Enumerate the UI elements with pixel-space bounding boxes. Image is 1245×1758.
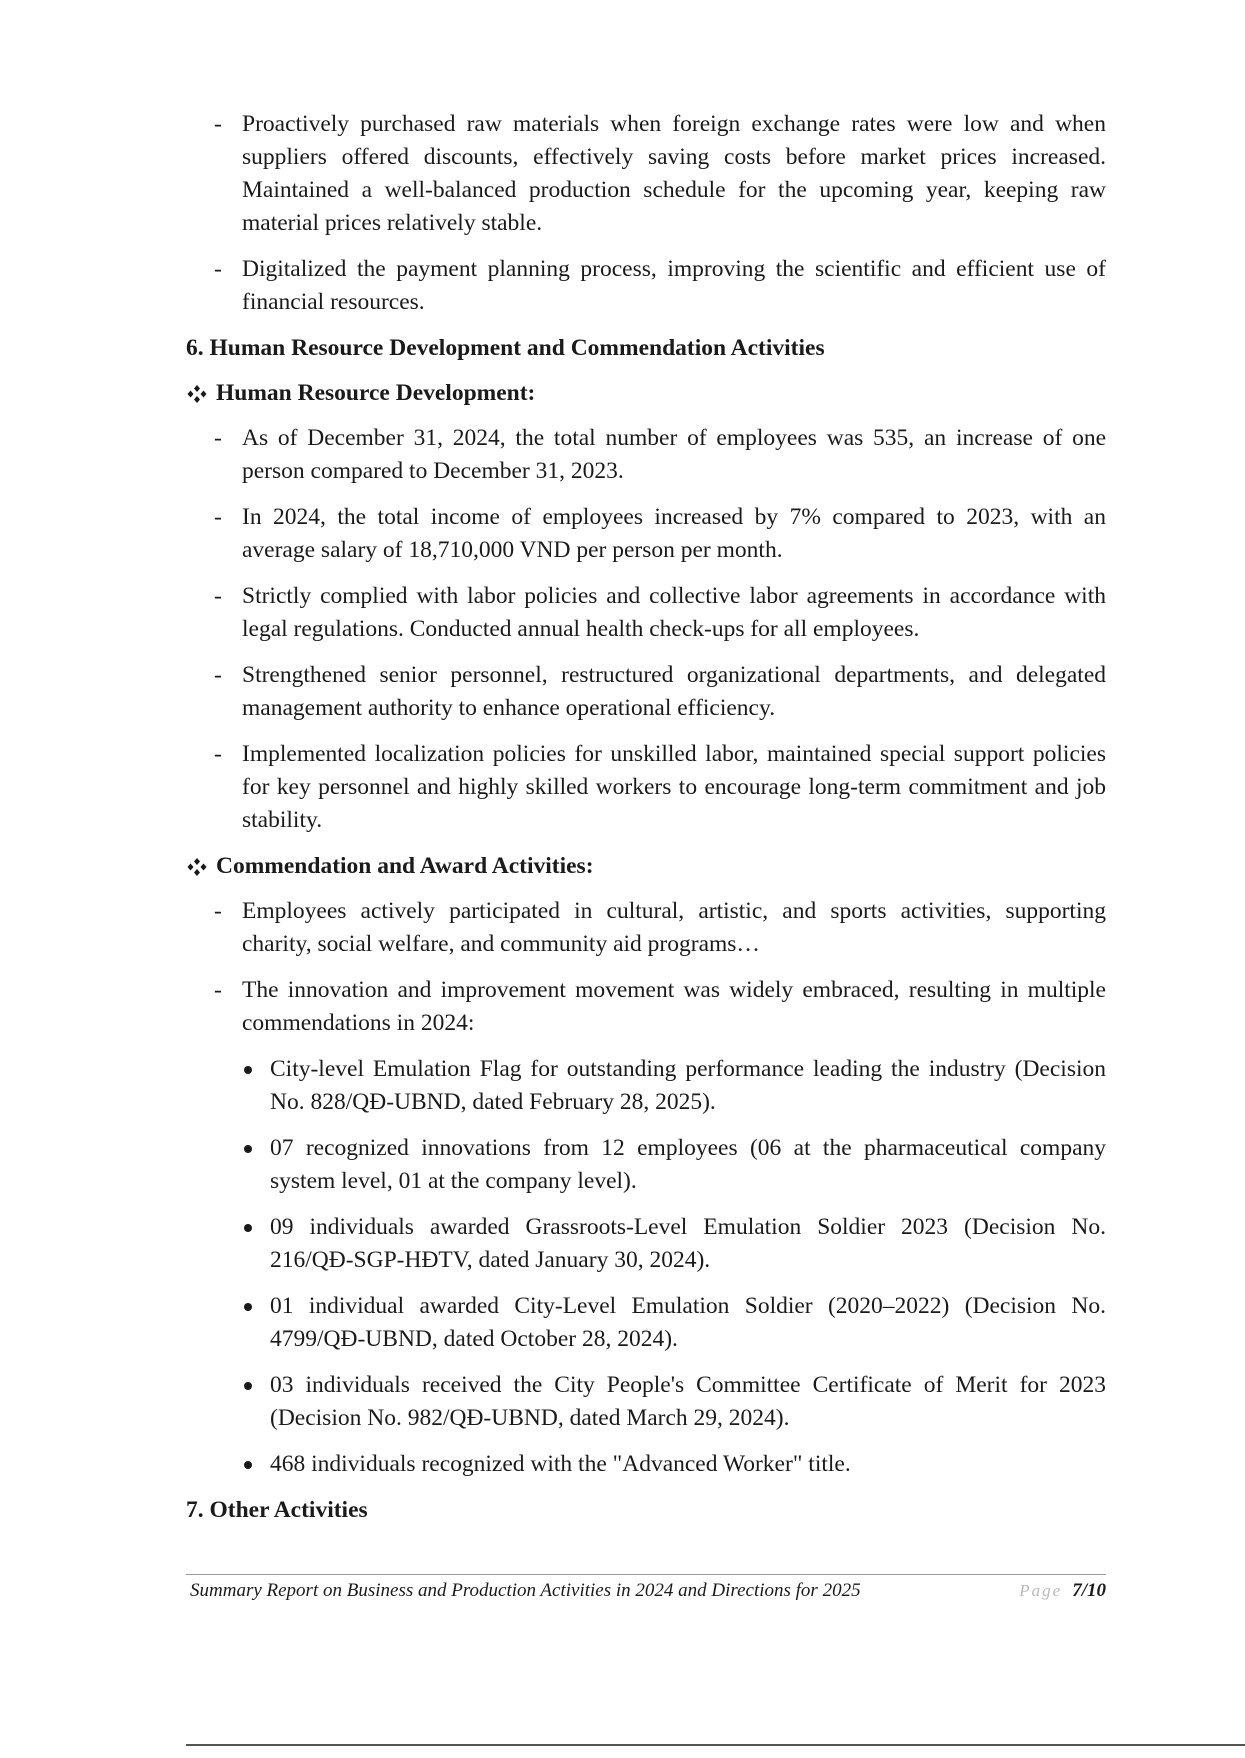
bullet-dot-icon (244, 1303, 252, 1311)
bullet-item-text: 03 individuals received the City People's Committee Certificate of Merit for 2023 (Decision No. 982/QĐ-UBND, dated March 29, 2024). (270, 1372, 1106, 1431)
list-item (186, 108, 1106, 240)
hr-list (186, 422, 1106, 837)
footer-title: Summary Report on Business and Production Activities in 2024 and Directions for 2025 (190, 1580, 861, 1601)
dash-marker: - (214, 256, 222, 282)
bullet-item (186, 1290, 1106, 1356)
bullet-item-text: 07 recognized innovations from 12 employees (06 at the pharmaceutical company system level, 01 at the company level). (270, 1135, 1106, 1194)
list-item-text: Strengthened senior personnel, restructured organizational departments, and delegated management authority to enhance operational efficiency. (242, 662, 1106, 721)
list-item-text: In 2024, the total income of employees increased by 7% compared to 2023, with an average salary of 18,710,000 VND per person per month. (242, 504, 1106, 563)
dash-marker: - (214, 741, 222, 767)
bullet-item (186, 1053, 1106, 1119)
bullet-item-text: 01 individual awarded City-Level Emulation Soldier (2020–2022) (Decision No. 4799/QĐ-UBND, dated October 28, 2024). (270, 1293, 1106, 1352)
bullet-item-text: City-level Emulation Flag for outstanding performance leading the industry (Decision No. 828/QĐ-UBND, dated February 28, 2025). (270, 1056, 1106, 1115)
bullet-dot-icon (244, 1382, 252, 1390)
bullet-item (186, 1369, 1106, 1435)
list-item-text: Implemented localization policies for unskilled labor, maintained special support policies for key personnel and highly skilled workers to encourage long-term commitment and job stability. (242, 741, 1106, 833)
list-item-text: Proactively purchased raw materials when foreign exchange rates were low and when suppliers offered discounts, effectively saving costs before market prices increased. Maintained a well-balanced production schedule for the upcoming year, keeping raw material prices relatively stable. (242, 111, 1106, 236)
bullet-item-text: 09 individuals awarded Grassroots-Level Emulation Soldier 2023 (Decision No. 216/QĐ-SGP-HĐTV, dated January 30, 2024). (270, 1214, 1106, 1273)
bullet-item-text: 468 individuals recognized with the "Advanced Worker" title. (270, 1451, 851, 1477)
section-6-heading: 6. Human Resource Development and Commendation Activities (186, 335, 825, 361)
bottom-edge-line (186, 1744, 1245, 1746)
document-page (186, 108, 1106, 1539)
list-item (186, 501, 1106, 567)
dash-marker: - (214, 504, 222, 530)
list-item (186, 422, 1106, 488)
footer-divider (186, 1574, 1106, 1575)
list-item-text: Employees actively participated in cultural, artistic, and sports activities, supporting charity, social welfare, and community aid programs… (242, 898, 1106, 957)
list-item (186, 895, 1106, 961)
section-7-heading: 7. Other Activities (186, 1497, 368, 1523)
list-item (186, 580, 1106, 646)
dash-marker: - (214, 977, 222, 1003)
footer-page-indicator (1019, 1578, 1106, 1604)
list-item-text: Strictly complied with labor policies and collective labor agreements in accordance with legal regulations. Conducted annual health check-ups for all employees. (242, 583, 1106, 642)
four-diamond-icon (186, 384, 208, 404)
commendations-bullet-list (186, 1053, 1106, 1481)
list-item-text: As of December 31, 2024, the total number of employees was 535, an increase of one person compared to December 31, 2023. (242, 425, 1106, 484)
footer-page-word: Page (1019, 1581, 1063, 1600)
list-item-text: Digitalized the payment planning process, improving the scientific and efficient use of financial resources. (242, 256, 1106, 315)
bullet-dot-icon (244, 1066, 252, 1074)
dash-marker: - (214, 898, 222, 924)
page-footer (190, 1578, 1106, 1604)
bullet-dot-icon (244, 1145, 252, 1153)
bullet-dot-icon (244, 1461, 252, 1469)
list-item (186, 738, 1106, 837)
commendation-heading (186, 850, 1106, 883)
dash-marker: - (214, 425, 222, 451)
hr-development-heading (186, 377, 1106, 410)
dash-marker: - (214, 111, 222, 137)
sub-heading-text: Commendation and Award Activities: (216, 853, 594, 879)
bullet-item (186, 1448, 1106, 1481)
list-item-text: The innovation and improvement movement was widely embraced, resulting in multiple commendations in 2024: (242, 977, 1106, 1036)
footer-page-number: 7/10 (1072, 1580, 1106, 1601)
bullet-dot-icon (244, 1224, 252, 1232)
awards-list (186, 895, 1106, 1040)
intro-list (186, 108, 1106, 319)
four-diamond-icon (186, 857, 208, 877)
bullet-item (186, 1132, 1106, 1198)
dash-marker: - (214, 662, 222, 688)
list-item (186, 974, 1106, 1040)
list-item (186, 659, 1106, 725)
bullet-item (186, 1211, 1106, 1277)
sub-heading-text: Human Resource Development: (216, 380, 536, 406)
dash-marker: - (214, 583, 222, 609)
list-item (186, 253, 1106, 319)
